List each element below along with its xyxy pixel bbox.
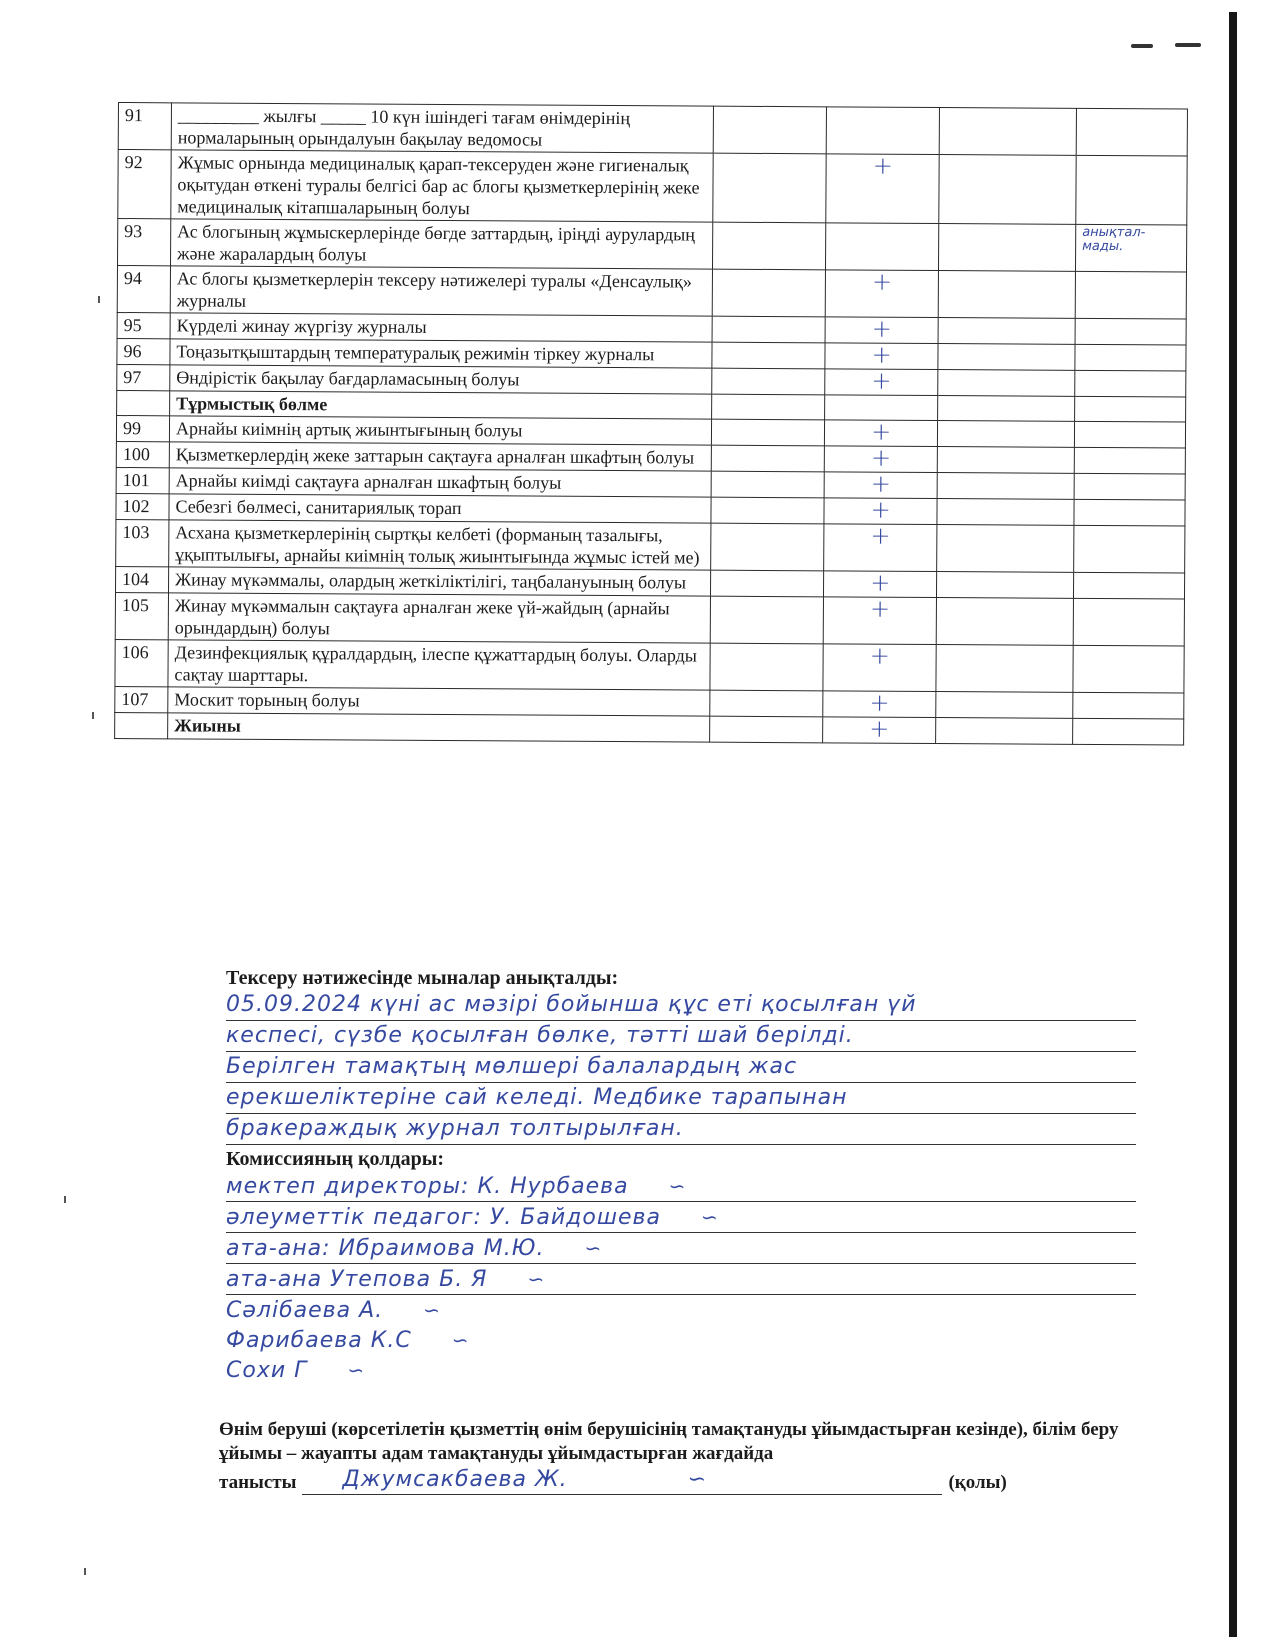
commission-signature-line	[226, 1325, 1136, 1355]
column-1-cell	[713, 269, 826, 317]
mark-cell	[825, 267, 938, 318]
row-criterion: Жинау мүкәммалы, олардың жеткіліктілігі, таңбалануының болуы	[168, 567, 711, 596]
checklist-row	[115, 639, 1184, 693]
checkmark-plus: +	[870, 521, 891, 550]
notes-cell	[1073, 598, 1184, 646]
mark-cell	[824, 521, 937, 572]
notes-cell	[1074, 525, 1185, 573]
column-1-cell	[710, 643, 823, 691]
results-line: 05.09.2024 күні ас мәзірі бойынша құс еті қосылған үй	[226, 990, 1136, 1021]
row-number: 96	[117, 338, 170, 364]
checklist-row	[117, 266, 1186, 320]
checklist-row	[118, 219, 1187, 273]
inspection-results	[226, 966, 1136, 1385]
commission-signer: ата-ана Утепова Б. Я	[226, 1267, 488, 1292]
section-row	[115, 712, 1184, 745]
checklist-row	[118, 103, 1187, 157]
column-1-cell	[712, 419, 825, 446]
column-1-cell	[711, 596, 824, 644]
column-3-cell	[936, 645, 1073, 693]
column-1-cell	[711, 523, 824, 571]
notes-cell	[1075, 396, 1186, 422]
checkmark-plus: +	[870, 568, 891, 597]
column-3-cell	[936, 718, 1073, 745]
commission-signer: Фарибаева К.С	[226, 1328, 412, 1353]
row-number: 91	[118, 103, 171, 150]
row-criterion: Қызметкерлердің жеке заттарын сақтауға арналған шкафтың болуы	[169, 442, 712, 471]
commission-signer: Сохи Г	[226, 1358, 308, 1383]
checklist-row	[116, 519, 1185, 573]
checkmark-plus: +	[869, 688, 890, 717]
column-3-cell	[938, 318, 1075, 345]
supplier-acknowledgement	[219, 1418, 1139, 1495]
commission-signer: Сәлібаева А.	[226, 1298, 384, 1323]
handwritten-signature: ∽	[423, 1298, 441, 1322]
row-number: 100	[116, 441, 169, 467]
notes-cell	[1073, 645, 1184, 693]
mark-cell	[825, 443, 938, 473]
row-criterion: Жинау мүкәммалын сақтауға арналған жеке үй-жайдың (арнайы орындардың) болуы	[168, 593, 711, 643]
notes-cell	[1076, 108, 1187, 156]
row-number: 93	[118, 219, 171, 266]
handwritten-signature: ∽	[451, 1328, 470, 1352]
row-criterion: Москит торының болуы	[168, 687, 711, 716]
row-number: 104	[116, 566, 169, 592]
column-3-cell	[936, 598, 1073, 646]
mark-cell	[824, 594, 937, 645]
mark-cell	[823, 714, 936, 744]
row-number: 106	[115, 639, 168, 686]
commission-signature-line	[226, 1171, 1136, 1202]
checklist-row	[118, 150, 1187, 226]
mark-cell	[825, 395, 938, 421]
acknowledgement-signature-field	[302, 1466, 942, 1495]
mark-cell	[825, 366, 938, 396]
column-3-cell	[937, 525, 1074, 573]
handwritten-signature: ∽	[687, 1467, 708, 1492]
row-criterion: Дезинфекциялық құралдардың, ілеспе құжаттардың болуы. Оларды сақтау шарттары.	[168, 640, 711, 690]
checkmark-plus: +	[872, 267, 893, 296]
column-3-cell	[938, 396, 1075, 422]
commission-signature-line	[226, 1264, 1136, 1295]
row-number: 107	[115, 686, 168, 712]
notes-cell	[1073, 692, 1184, 719]
checkmark-plus: +	[870, 443, 892, 472]
mark-cell	[826, 223, 939, 271]
acknowledged-person: Джумсакбаева Ж.	[342, 1467, 568, 1492]
column-1-cell	[711, 570, 824, 597]
row-number: 97	[117, 364, 170, 390]
scan-speck	[92, 712, 94, 719]
mark-cell	[825, 314, 938, 344]
inspection-checklist-table	[114, 102, 1188, 746]
row-criterion: Асхана қызметкерлерінің сыртқы келбеті (форманың тазалығы, ұқыптылығы, арнайы киімнің толық жиынтығында жұмыс істей ме)	[169, 520, 712, 570]
mark-cell	[824, 495, 937, 525]
commission-signature-line	[226, 1295, 1136, 1325]
column-1-cell	[714, 106, 827, 154]
row-number: 105	[115, 592, 168, 639]
row-criterion: Тұрмыстық бөлме	[170, 391, 713, 419]
mark-cell	[824, 568, 937, 598]
supplier-statement: Өнім беруші (көрсетілетін қызметтің өнім берушісінің тамақтануды ұйымдастырған кезінде), білім беру ұйымы – жауапты адам тамақтануды ұйымдастырған жағдайда	[219, 1419, 1119, 1464]
commission-signer: ата-ана: Ибраимова М.Ю.	[226, 1236, 545, 1261]
notes-cell	[1073, 718, 1184, 745]
row-criterion: Ас блогы қызметкерлерін тексеру нәтижелері туралы «Денсаулық» журналы	[170, 266, 713, 316]
handwritten-note: анықтал-мады.	[1082, 224, 1146, 255]
row-criterion: Себезгі бөлмесі, санитариялық торап	[169, 494, 712, 523]
mark-cell	[825, 417, 938, 447]
row-number: 102	[116, 493, 169, 519]
row-criterion: Өндірістік бақылау бағдарламасының болуы	[170, 365, 713, 394]
row-criterion: Күрделі жинау жүргізу журналы	[170, 313, 713, 342]
column-1-cell	[712, 342, 825, 369]
handwritten-signature: ∽	[347, 1358, 366, 1382]
row-number	[117, 390, 170, 415]
row-criterion: Тоңазытқыштардың температуралық режимін тіркеу журналы	[170, 339, 713, 368]
column-1-cell	[712, 368, 825, 395]
column-3-cell	[937, 572, 1074, 599]
column-1-cell	[710, 690, 823, 717]
column-1-cell	[712, 471, 825, 498]
acknowledged-label: танысты	[219, 1472, 297, 1493]
checkmark-plus: +	[871, 366, 892, 395]
checkmark-plus: +	[869, 714, 890, 743]
row-criterion: _________ жылғы _____ 10 күн ішіндегі тағам өнімдерінің нормаларының орындалуын бақылау ведомосы	[171, 103, 714, 153]
commission-signer: әлеуметтік педагог: У. Байдошева	[226, 1205, 661, 1230]
checkmark-plus: +	[869, 641, 890, 670]
column-3-cell	[939, 108, 1076, 156]
handwritten-signature: ∽	[527, 1267, 546, 1291]
column-1-cell	[712, 394, 825, 420]
row-number	[115, 712, 168, 738]
mark-cell	[823, 688, 936, 718]
column-3-cell	[938, 370, 1075, 397]
commission-heading: Комиссияның қолдары:	[226, 1148, 445, 1170]
signature-caption: (қолы)	[948, 1472, 1007, 1493]
column-1-cell	[712, 316, 825, 343]
row-number: 94	[117, 266, 170, 313]
commission-signature-line	[226, 1202, 1136, 1233]
checkmark-plus: +	[871, 314, 892, 343]
row-number: 101	[116, 467, 169, 493]
handwritten-signature: ∽	[584, 1236, 603, 1260]
results-line: бракераждық журнал толтырылған.	[226, 1114, 1136, 1145]
column-3-cell	[939, 224, 1076, 272]
row-number: 92	[118, 150, 171, 219]
mark-cell	[825, 340, 938, 370]
notes-cell	[1076, 155, 1187, 225]
scan-mark	[1131, 44, 1153, 48]
column-1-cell	[711, 497, 824, 524]
column-3-cell	[938, 271, 1075, 319]
results-line: Берілген тамақтың мөлшері балалардың жас	[226, 1052, 1136, 1083]
column-3-cell	[937, 473, 1074, 500]
notes-cell	[1074, 447, 1185, 474]
checkmark-plus: +	[872, 151, 893, 180]
notes-cell	[1075, 224, 1186, 272]
commission-signature-line	[226, 1355, 1136, 1385]
row-criterion: Жұмыс орнында медициналық қарап-тексеруден және гигиеналық оқытудан өткені туралы белгісі бар ас блогы қызметкерлерінің жеке медициналық кітапшаларының болуы	[171, 150, 714, 222]
acknowledgement-line	[219, 1466, 1139, 1495]
scan-edge	[1229, 12, 1237, 1637]
row-number: 99	[116, 415, 169, 441]
scan-mark	[1175, 43, 1201, 47]
results-line: ерекшеліктеріне сай келеді. Медбике тарапынан	[226, 1083, 1136, 1114]
notes-cell	[1075, 271, 1186, 319]
handwritten-signature: ∽	[700, 1205, 719, 1229]
notes-cell	[1074, 421, 1185, 448]
row-criterion: Жиыны	[168, 713, 711, 742]
results-heading: Тексеру нәтижесінде мыналар анықталды:	[226, 967, 619, 989]
column-1-cell	[713, 153, 826, 223]
notes-cell	[1074, 473, 1185, 500]
column-1-cell	[710, 716, 823, 743]
commission-signature-line	[226, 1233, 1136, 1264]
row-criterion: Ас блогының жұмыскерлерінде бөгде заттардың, іріңді аурулардың және жаралардың болуы	[170, 219, 713, 269]
checkmark-plus: +	[871, 417, 892, 446]
scan-speck	[84, 1568, 86, 1575]
notes-cell	[1073, 572, 1184, 599]
row-criterion: Арнайы киімнің артық жиынтығының болуы	[169, 416, 712, 445]
mark-cell	[826, 151, 939, 224]
checkmark-plus: +	[870, 495, 891, 524]
handwritten-signature: ∽	[668, 1174, 687, 1198]
checklist-row	[115, 592, 1184, 646]
row-number: 103	[116, 519, 169, 566]
row-number: 95	[117, 312, 170, 338]
column-3-cell	[937, 499, 1074, 526]
column-3-cell	[938, 344, 1075, 371]
column-3-cell	[938, 421, 1075, 448]
scan-speck	[64, 1196, 66, 1203]
checkmark-plus: +	[870, 594, 891, 623]
notes-cell	[1075, 370, 1186, 397]
column-3-cell	[939, 155, 1076, 225]
mark-cell	[826, 107, 939, 155]
results-line: кеспесі, сүзбе қосылған бөлке, тәтті шай берілді.	[226, 1021, 1136, 1052]
commission-signer: мектеп директоры: К. Нурбаева	[226, 1174, 629, 1199]
column-3-cell	[936, 692, 1073, 719]
column-3-cell	[937, 447, 1074, 474]
column-1-cell	[713, 222, 826, 270]
row-criterion: Арнайы киімді сақтауға арналған шкафтың болуы	[169, 468, 712, 497]
notes-cell	[1074, 499, 1185, 526]
mark-cell	[824, 469, 937, 499]
checkmark-plus: +	[870, 469, 892, 498]
column-1-cell	[712, 445, 825, 472]
checkmark-plus: +	[871, 340, 892, 369]
mark-cell	[823, 641, 936, 692]
notes-cell	[1075, 344, 1186, 371]
scan-speck	[98, 296, 100, 303]
notes-cell	[1075, 318, 1186, 345]
